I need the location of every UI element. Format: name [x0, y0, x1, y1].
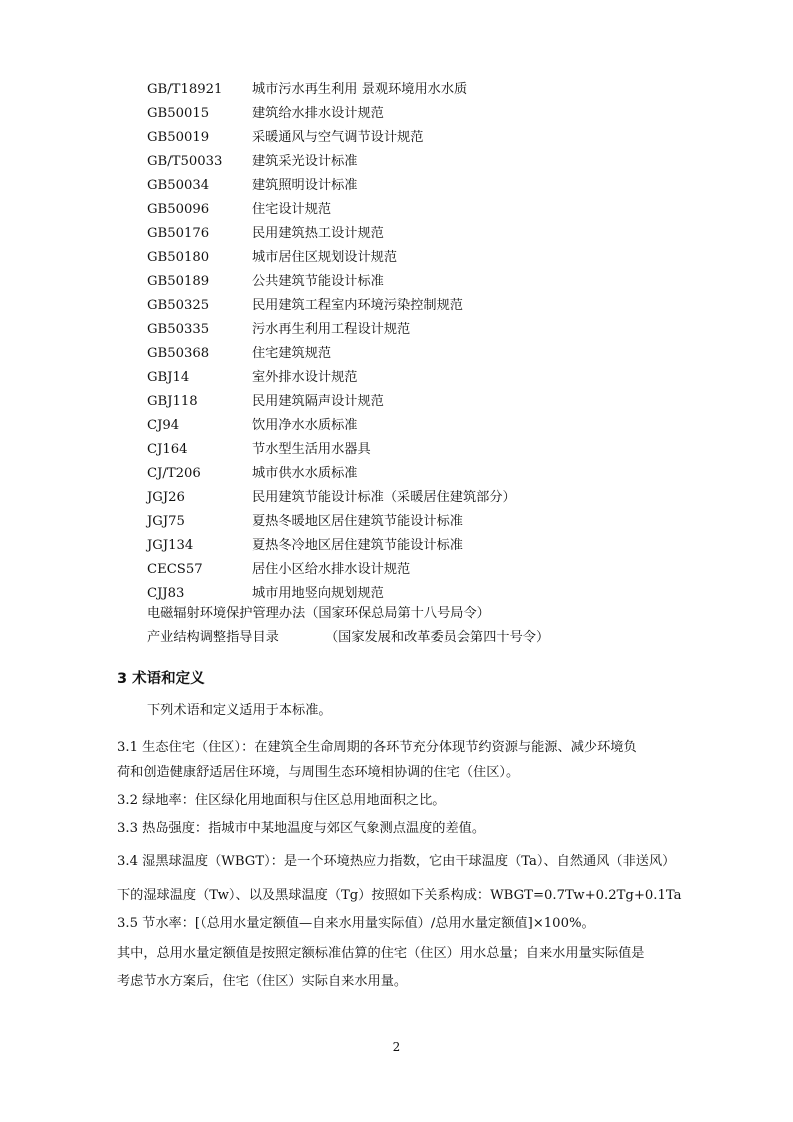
standard-row — [0, 103, 793, 125]
term-3-1-line2: 荷和创造健康舒适居住环境，与周围生态环境相协调的住宅（住区）。 — [117, 765, 520, 780]
extra-doc-0 — [147, 603, 490, 625]
standard-code: CECS57 — [147, 562, 203, 577]
standard-row — [0, 151, 793, 173]
standard-title: 城市居住区规划设计规范 — [252, 250, 398, 265]
standard-code: GB50015 — [147, 106, 210, 121]
term-3-4-line1: 3.4 湿黑球温度（WBGT）：是一个环境热应力指数，它由干球温度（Ta）、自然通风（非送风） — [117, 854, 676, 869]
standard-row — [0, 199, 793, 221]
standard-title: 住宅设计规范 — [252, 202, 332, 217]
standard-code: GB50325 — [147, 298, 210, 313]
term-3-5-note-line2: 考虑节水方案后，住宅（住区）实际自来水用量。 — [117, 974, 408, 989]
standard-title: 节水型生活用水器具 — [252, 442, 371, 457]
standard-row — [0, 415, 793, 437]
standard-title: 城市用地竖向规划规范 — [252, 586, 384, 601]
standard-row — [0, 271, 793, 293]
standard-title: 民用建筑隔声设计规范 — [252, 394, 384, 409]
standard-code: GB50019 — [147, 130, 210, 145]
standard-title: 夏热冬冷地区居住建筑节能设计标准 — [252, 538, 463, 553]
standard-code: GB50096 — [147, 202, 210, 217]
standard-title: 民用建筑工程室内环境污染控制规范 — [252, 298, 463, 313]
standard-code: GB50189 — [147, 274, 210, 289]
standard-title: 夏热冬暖地区居住建筑节能设计标准 — [252, 514, 463, 529]
standard-row — [0, 295, 793, 317]
term-3-5: 3.5 节水率：[（总用水量定额值—自来水用量实际值）/总用水量定额值]×100%。 — [117, 916, 595, 931]
standard-row — [0, 559, 793, 581]
standard-row — [0, 439, 793, 461]
standard-code: GB/T50033 — [147, 154, 223, 169]
extra-doc-text: 产业结构调整指导目录 — [147, 630, 279, 645]
standard-code: GB50176 — [147, 226, 210, 241]
standard-title: 建筑照明设计标准 — [252, 178, 358, 193]
section-heading: 3 术语和定义 — [117, 671, 205, 687]
standard-title: 公共建筑节能设计标准 — [252, 274, 384, 289]
standard-title: 城市供水水质标准 — [252, 466, 358, 481]
standard-code: GB/T18921 — [147, 82, 223, 97]
standard-code: JGJ134 — [147, 538, 194, 553]
extra-doc-ref: （国家发展和改革委员会第四十号令） — [325, 630, 550, 645]
standard-code: GB50368 — [147, 346, 210, 361]
standard-code: GB50180 — [147, 250, 210, 265]
extra-doc-text: 电磁辐射环境保护管理办法（国家环保总局第十八号局令） — [147, 606, 490, 621]
term-3-1-line1: 3.1 生态住宅（住区）：在建筑全生命周期的各环节充分体现节约资源与能源、减少环境负 — [117, 740, 637, 755]
standard-title: 民用建筑热工设计规范 — [252, 226, 384, 241]
standard-row — [0, 247, 793, 269]
term-3-2: 3.2 绿地率：住区绿化用地面积与住区总用地面积之比。 — [117, 793, 446, 808]
standard-title: 民用建筑节能设计标准（采暖居住建筑部分） — [252, 490, 516, 505]
standard-row — [0, 79, 793, 101]
term-3-4-line2: 下的湿球温度（Tw）、以及黑球温度（Tg）按照如下关系构成：WBGT=0.7Tw+0.2Tg+0.1Ta — [117, 888, 682, 903]
standard-code: GBJ118 — [147, 394, 198, 409]
standard-row — [0, 175, 793, 197]
standard-code: JGJ75 — [147, 514, 185, 529]
term-3-3: 3.3 热岛强度：指城市中某地温度与郊区气象测点温度的差值。 — [117, 821, 486, 836]
standard-row — [0, 319, 793, 341]
standard-code: CJ/T206 — [147, 466, 201, 481]
standard-code: CJJ83 — [147, 586, 185, 601]
standard-code: GB50034 — [147, 178, 210, 193]
standard-code: GB50335 — [147, 322, 210, 337]
standard-code: CJ164 — [147, 442, 188, 457]
page-number: 2 — [392, 1040, 401, 1054]
standard-row — [0, 391, 793, 413]
standard-title: 居住小区给水排水设计规范 — [252, 562, 411, 577]
standard-row — [0, 511, 793, 533]
standard-row — [0, 343, 793, 365]
standard-code: JGJ26 — [147, 490, 185, 505]
standard-row — [0, 535, 793, 557]
standard-title: 住宅建筑规范 — [252, 346, 332, 361]
standard-row — [0, 487, 793, 509]
standard-code: CJ94 — [147, 418, 180, 433]
standard-row — [0, 223, 793, 245]
standard-code: GBJ14 — [147, 370, 190, 385]
section-intro: 下列术语和定义适用于本标准。 — [147, 703, 332, 718]
extra-doc-1 — [147, 627, 550, 649]
standard-title: 城市污水再生利用 景观环境用水水质 — [252, 82, 468, 97]
standard-title: 建筑采光设计标准 — [252, 154, 358, 169]
standard-row — [0, 583, 793, 605]
standard-row — [0, 463, 793, 485]
standard-title: 采暖通风与空气调节设计规范 — [252, 130, 424, 145]
standard-row — [0, 367, 793, 389]
standard-title: 室外排水设计规范 — [252, 370, 358, 385]
standard-title: 建筑给水排水设计规范 — [252, 106, 384, 121]
term-3-5-note-line1: 其中，总用水量定额值是按照定额标准估算的住宅（住区）用水总量；自来水用量实际值是 — [117, 946, 645, 961]
standard-row — [0, 127, 793, 149]
standard-title: 饮用净水水质标准 — [252, 418, 358, 433]
standard-title: 污水再生利用工程设计规范 — [252, 322, 411, 337]
